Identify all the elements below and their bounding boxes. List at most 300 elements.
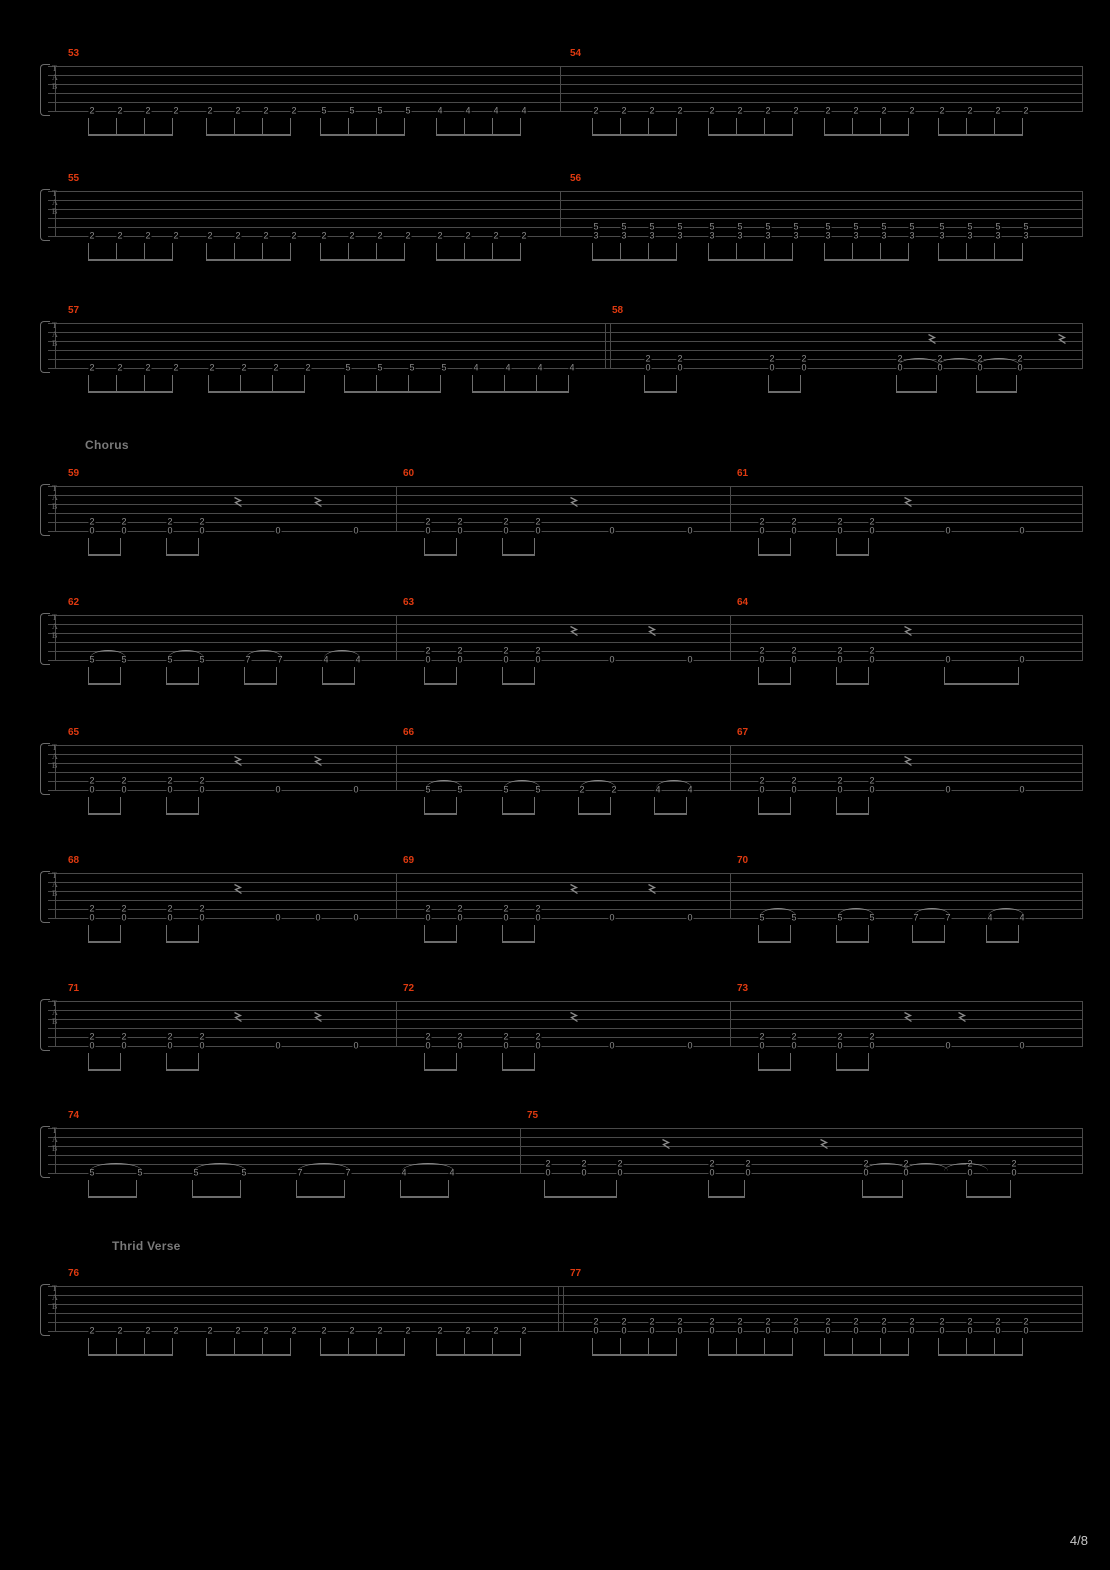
measure-number: 67 xyxy=(737,727,749,738)
tab-note: 5 xyxy=(909,221,915,232)
staff-line xyxy=(48,1173,1083,1174)
note-stem xyxy=(240,1180,241,1196)
note-stem xyxy=(852,243,853,259)
note-stem xyxy=(648,1338,649,1354)
note-stem xyxy=(120,925,121,941)
staff-line xyxy=(48,66,1083,67)
note-stem xyxy=(354,667,355,683)
tab-note: 2 xyxy=(503,1031,509,1042)
tab-clef-letter: A xyxy=(52,1293,58,1302)
tab-note: 0 xyxy=(535,654,541,665)
tab-note: 0 xyxy=(995,1325,1001,1336)
tab-note: 2 xyxy=(493,230,499,241)
note-stem xyxy=(272,375,273,391)
note-stem xyxy=(686,797,687,813)
tab-note: 2 xyxy=(89,1325,95,1336)
tab-note: 0 xyxy=(945,1040,951,1051)
rest-symbol xyxy=(662,1139,671,1154)
note-stem xyxy=(376,118,377,134)
tab-note: 0 xyxy=(199,525,205,536)
staff-line xyxy=(48,111,1083,112)
tab-note: 2 xyxy=(791,516,797,527)
tab-note: 5 xyxy=(621,221,627,232)
tab-note: 0 xyxy=(425,1040,431,1051)
note-stem xyxy=(304,375,305,391)
note-stem xyxy=(824,243,825,259)
beam xyxy=(206,259,291,261)
tab-note: 2 xyxy=(425,1031,431,1042)
measure-number: 57 xyxy=(68,305,80,316)
note-stem xyxy=(790,667,791,683)
note-stem xyxy=(436,1338,437,1354)
tab-note: 2 xyxy=(759,645,765,656)
beam xyxy=(472,391,569,393)
tab-note: 0 xyxy=(503,1040,509,1051)
tab-note: 0 xyxy=(745,1167,751,1178)
beam xyxy=(244,683,277,685)
tab-note: 4 xyxy=(465,105,471,116)
beam xyxy=(88,813,121,815)
tab-note: 3 xyxy=(737,230,743,241)
beam xyxy=(320,259,405,261)
note-stem xyxy=(234,243,235,259)
tab-clef-letter: T xyxy=(52,64,57,73)
note-stem xyxy=(534,1053,535,1069)
note-stem xyxy=(234,118,235,134)
beam xyxy=(708,1354,793,1356)
note-stem xyxy=(908,243,909,259)
tab-note: 3 xyxy=(677,230,683,241)
tab-note: 0 xyxy=(457,912,463,923)
tab-note: 5 xyxy=(853,221,859,232)
note-stem xyxy=(244,667,245,683)
rest-symbol xyxy=(904,1012,913,1027)
note-stem xyxy=(198,1053,199,1069)
rest-symbol xyxy=(570,497,579,512)
note-stem xyxy=(436,243,437,259)
rest-symbol xyxy=(1058,334,1067,349)
note-stem xyxy=(88,243,89,259)
rest-symbol xyxy=(648,884,657,899)
measure-number: 71 xyxy=(68,983,80,994)
note-stem xyxy=(492,243,493,259)
barline-end xyxy=(1082,615,1083,661)
tab-note: 0 xyxy=(89,1040,95,1051)
tab-note: 2 xyxy=(521,230,527,241)
tab-note: 2 xyxy=(837,775,843,786)
note-stem xyxy=(502,797,503,813)
note-stem xyxy=(836,1053,837,1069)
tab-note: 2 xyxy=(121,516,127,527)
rest-symbol xyxy=(314,756,323,771)
note-stem xyxy=(464,243,465,259)
note-stem xyxy=(880,1338,881,1354)
rest-symbol xyxy=(570,626,579,641)
beam xyxy=(424,683,457,685)
note-stem xyxy=(520,118,521,134)
tab-note: 2 xyxy=(207,105,213,116)
tab-note: 0 xyxy=(967,1325,973,1336)
tab-clef-letter: A xyxy=(52,880,58,889)
beam xyxy=(976,391,1017,393)
note-stem xyxy=(908,118,909,134)
tab-clef-letter: B xyxy=(52,1017,58,1026)
tab-note: 0 xyxy=(759,525,765,536)
tab-note: 0 xyxy=(535,525,541,536)
measure-number: 53 xyxy=(68,48,80,59)
note-stem xyxy=(172,243,173,259)
barline xyxy=(560,191,561,237)
tab-note: 0 xyxy=(853,1325,859,1336)
note-stem xyxy=(938,243,939,259)
tab-note: 0 xyxy=(199,912,205,923)
note-stem xyxy=(88,797,89,813)
note-stem xyxy=(868,667,869,683)
tab-note: 0 xyxy=(545,1167,551,1178)
tab-note: 2 xyxy=(235,230,241,241)
note-stem xyxy=(144,118,145,134)
tab-note: 0 xyxy=(89,912,95,923)
tab-note: 2 xyxy=(291,105,297,116)
tab-clef xyxy=(52,1126,58,1153)
beam xyxy=(166,683,199,685)
tab-note: 5 xyxy=(535,784,541,795)
tab-note: 0 xyxy=(275,525,281,536)
staff-line xyxy=(48,191,1083,192)
note-stem xyxy=(88,1053,89,1069)
note-stem xyxy=(836,797,837,813)
tab-clef-letter: B xyxy=(52,631,58,640)
tab-clef xyxy=(52,871,58,898)
tab-note: 0 xyxy=(1019,525,1025,536)
beam xyxy=(206,1354,291,1356)
tab-note: 2 xyxy=(425,516,431,527)
beam xyxy=(88,391,173,393)
tab-note: 2 xyxy=(145,230,151,241)
tab-note: 5 xyxy=(349,105,355,116)
beam xyxy=(88,1196,137,1198)
note-stem xyxy=(936,375,937,391)
tab-note: 2 xyxy=(593,105,599,116)
staff-line xyxy=(48,633,1083,634)
note-stem xyxy=(944,667,945,683)
note-stem xyxy=(648,118,649,134)
tab-note: 3 xyxy=(621,230,627,241)
note-stem xyxy=(736,118,737,134)
tab-note: 0 xyxy=(863,1167,869,1178)
rest-symbol xyxy=(234,497,243,512)
note-stem xyxy=(296,1180,297,1196)
tab-note: 2 xyxy=(737,105,743,116)
note-stem xyxy=(792,1338,793,1354)
beam xyxy=(436,259,521,261)
note-stem xyxy=(764,243,765,259)
tab-note: 2 xyxy=(199,903,205,914)
measure-number: 66 xyxy=(403,727,415,738)
staff-line xyxy=(48,772,1083,773)
tab-note: 2 xyxy=(579,784,585,795)
note-stem xyxy=(758,925,759,941)
measure-number: 72 xyxy=(403,983,415,994)
barline xyxy=(396,615,397,661)
measure-number: 59 xyxy=(68,468,80,479)
measure-number: 64 xyxy=(737,597,749,608)
barline xyxy=(563,1286,564,1332)
tab-note: 2 xyxy=(903,1158,909,1169)
note-stem xyxy=(1022,1338,1023,1354)
tab-note: 2 xyxy=(493,1325,499,1336)
tab-note: 2 xyxy=(121,903,127,914)
tab-note: 2 xyxy=(967,1316,973,1327)
tab-note: 2 xyxy=(173,105,179,116)
tab-note: 3 xyxy=(593,230,599,241)
tab-clef-letter: B xyxy=(52,761,58,770)
tab-clef-letter: T xyxy=(52,613,57,622)
note-stem xyxy=(240,375,241,391)
tab-note: 2 xyxy=(437,1325,443,1336)
barline xyxy=(610,323,611,369)
barline xyxy=(396,486,397,532)
tab-note: 2 xyxy=(967,1158,973,1169)
tab-note: 2 xyxy=(853,1316,859,1327)
tab-note: 2 xyxy=(765,1316,771,1327)
note-stem xyxy=(792,243,793,259)
note-stem xyxy=(708,118,709,134)
note-stem xyxy=(88,118,89,134)
staff-line xyxy=(48,754,1083,755)
tab-note: 5 xyxy=(167,654,173,665)
note-stem xyxy=(424,797,425,813)
note-stem xyxy=(492,118,493,134)
note-stem xyxy=(736,1338,737,1354)
beam xyxy=(758,683,791,685)
tab-note: 0 xyxy=(581,1167,587,1178)
tab-note: 0 xyxy=(649,1325,655,1336)
tab-clef-letter: B xyxy=(52,339,58,348)
staff-line xyxy=(48,1295,1083,1296)
staff xyxy=(48,191,1083,237)
tab-note: 2 xyxy=(89,230,95,241)
note-stem xyxy=(262,243,263,259)
note-stem xyxy=(644,375,645,391)
tab-note: 2 xyxy=(457,516,463,527)
note-stem xyxy=(262,1338,263,1354)
tab-clef-letter: T xyxy=(52,321,57,330)
rest-symbol xyxy=(904,756,913,771)
note-stem xyxy=(868,925,869,941)
note-stem xyxy=(986,925,987,941)
tab-note: 2 xyxy=(535,903,541,914)
beam xyxy=(88,554,121,556)
tab-note: 2 xyxy=(791,1031,797,1042)
beam xyxy=(322,683,355,685)
note-stem xyxy=(912,925,913,941)
note-stem xyxy=(758,1053,759,1069)
beam xyxy=(758,941,791,943)
tab-note: 0 xyxy=(677,362,683,373)
note-stem xyxy=(88,375,89,391)
tab-note: 5 xyxy=(121,654,127,665)
barline-end xyxy=(1082,1128,1083,1174)
staff-line xyxy=(48,1304,1083,1305)
tab-note: 0 xyxy=(869,784,875,795)
tab-clef xyxy=(52,613,58,640)
tab-note: 0 xyxy=(457,654,463,665)
note-stem xyxy=(736,243,737,259)
tab-note: 2 xyxy=(321,230,327,241)
beam xyxy=(88,683,121,685)
note-stem xyxy=(198,925,199,941)
note-stem xyxy=(320,1338,321,1354)
barline xyxy=(558,1286,559,1332)
beam xyxy=(758,813,791,815)
tab-note: 0 xyxy=(353,525,359,536)
tab-note: 4 xyxy=(537,362,543,373)
barline-end xyxy=(1082,486,1083,532)
note-stem xyxy=(824,1338,825,1354)
beam xyxy=(824,134,909,136)
measure-number: 55 xyxy=(68,173,80,184)
tab-note: 2 xyxy=(881,105,887,116)
tab-note: 2 xyxy=(765,105,771,116)
tab-note: 7 xyxy=(245,654,251,665)
tab-note: 5 xyxy=(441,362,447,373)
note-stem xyxy=(448,1180,449,1196)
note-stem xyxy=(88,538,89,554)
note-stem xyxy=(172,1338,173,1354)
tab-note: 0 xyxy=(881,1325,887,1336)
barline xyxy=(560,66,561,112)
tab-note: 3 xyxy=(709,230,715,241)
staff-line xyxy=(48,882,1083,883)
tab-note: 5 xyxy=(677,221,683,232)
rest-symbol xyxy=(928,334,937,349)
note-stem xyxy=(1018,925,1019,941)
tab-note: 2 xyxy=(939,1316,945,1327)
tab-note: 5 xyxy=(199,654,205,665)
note-stem xyxy=(120,797,121,813)
tab-note: 5 xyxy=(137,1167,143,1178)
tab-note: 2 xyxy=(145,1325,151,1336)
note-stem xyxy=(166,1053,167,1069)
note-stem xyxy=(166,538,167,554)
tab-note: 2 xyxy=(89,1031,95,1042)
tab-note: 0 xyxy=(121,525,127,536)
tab-note: 2 xyxy=(273,362,279,373)
measure-number: 77 xyxy=(570,1268,582,1279)
note-stem xyxy=(290,118,291,134)
tab-note: 2 xyxy=(825,1316,831,1327)
barline xyxy=(396,1001,397,1047)
tab-note: 2 xyxy=(199,1031,205,1042)
note-stem xyxy=(616,1180,617,1196)
tab-note: 0 xyxy=(353,1040,359,1051)
tab-note: 2 xyxy=(305,362,311,373)
beam xyxy=(88,259,173,261)
tab-note: 0 xyxy=(837,654,843,665)
tab-note: 2 xyxy=(503,645,509,656)
note-stem xyxy=(676,118,677,134)
tab-clef-letter: B xyxy=(52,502,58,511)
tab-note: 0 xyxy=(535,1040,541,1051)
tab-note: 5 xyxy=(837,912,843,923)
tab-note: 3 xyxy=(793,230,799,241)
tab-note: 2 xyxy=(869,1031,875,1042)
tab-note: 5 xyxy=(709,221,715,232)
note-stem xyxy=(1018,667,1019,683)
tab-note: 0 xyxy=(1017,362,1023,373)
note-stem xyxy=(502,538,503,554)
tab-clef-letter: T xyxy=(52,484,57,493)
tab-clef-letter: T xyxy=(52,871,57,880)
tab-clef xyxy=(52,1284,58,1311)
tab-note: 2 xyxy=(1023,105,1029,116)
beam xyxy=(966,1196,1011,1198)
staff-line xyxy=(48,1128,1083,1129)
beam xyxy=(192,1196,241,1198)
tab-note: 0 xyxy=(769,362,775,373)
tab-note: 2 xyxy=(791,775,797,786)
beam xyxy=(708,134,793,136)
tab-note: 2 xyxy=(377,1325,383,1336)
section-label-third-verse: Thrid Verse xyxy=(112,1239,181,1253)
barline-end xyxy=(1082,66,1083,112)
note-stem xyxy=(708,243,709,259)
beam xyxy=(166,554,199,556)
staff-line xyxy=(48,102,1083,103)
note-stem xyxy=(144,375,145,391)
tab-note: 2 xyxy=(863,1158,869,1169)
beam xyxy=(836,1069,869,1071)
staff-line xyxy=(48,624,1083,625)
tab-note: 2 xyxy=(207,230,213,241)
note-stem xyxy=(424,925,425,941)
tab-note: 5 xyxy=(89,654,95,665)
staff-line xyxy=(48,1322,1083,1323)
note-stem xyxy=(1022,243,1023,259)
note-stem xyxy=(862,1180,863,1196)
beam xyxy=(88,1069,121,1071)
tab-note: 2 xyxy=(89,775,95,786)
tab-clef xyxy=(52,743,58,770)
tab-note: 2 xyxy=(837,1031,843,1042)
staff-line xyxy=(48,227,1083,228)
tab-note: 0 xyxy=(121,784,127,795)
tab-note: 2 xyxy=(621,1316,627,1327)
barline xyxy=(730,486,731,532)
tab-note: 5 xyxy=(967,221,973,232)
tab-note: 2 xyxy=(377,230,383,241)
note-stem xyxy=(404,118,405,134)
beam xyxy=(986,941,1019,943)
tab-note: 5 xyxy=(405,105,411,116)
note-stem xyxy=(790,538,791,554)
tab-note: 2 xyxy=(545,1158,551,1169)
rest-symbol xyxy=(314,1012,323,1027)
tab-note: 0 xyxy=(791,1040,797,1051)
note-stem xyxy=(502,667,503,683)
tab-note: 0 xyxy=(687,525,693,536)
tab-note: 2 xyxy=(535,645,541,656)
note-stem xyxy=(290,243,291,259)
tab-note: 2 xyxy=(645,353,651,364)
tab-note: 2 xyxy=(759,516,765,527)
tab-note: 5 xyxy=(881,221,887,232)
tab-note: 4 xyxy=(1019,912,1025,923)
tab-clef xyxy=(52,189,58,216)
note-stem xyxy=(348,243,349,259)
rest-symbol xyxy=(820,1139,829,1154)
